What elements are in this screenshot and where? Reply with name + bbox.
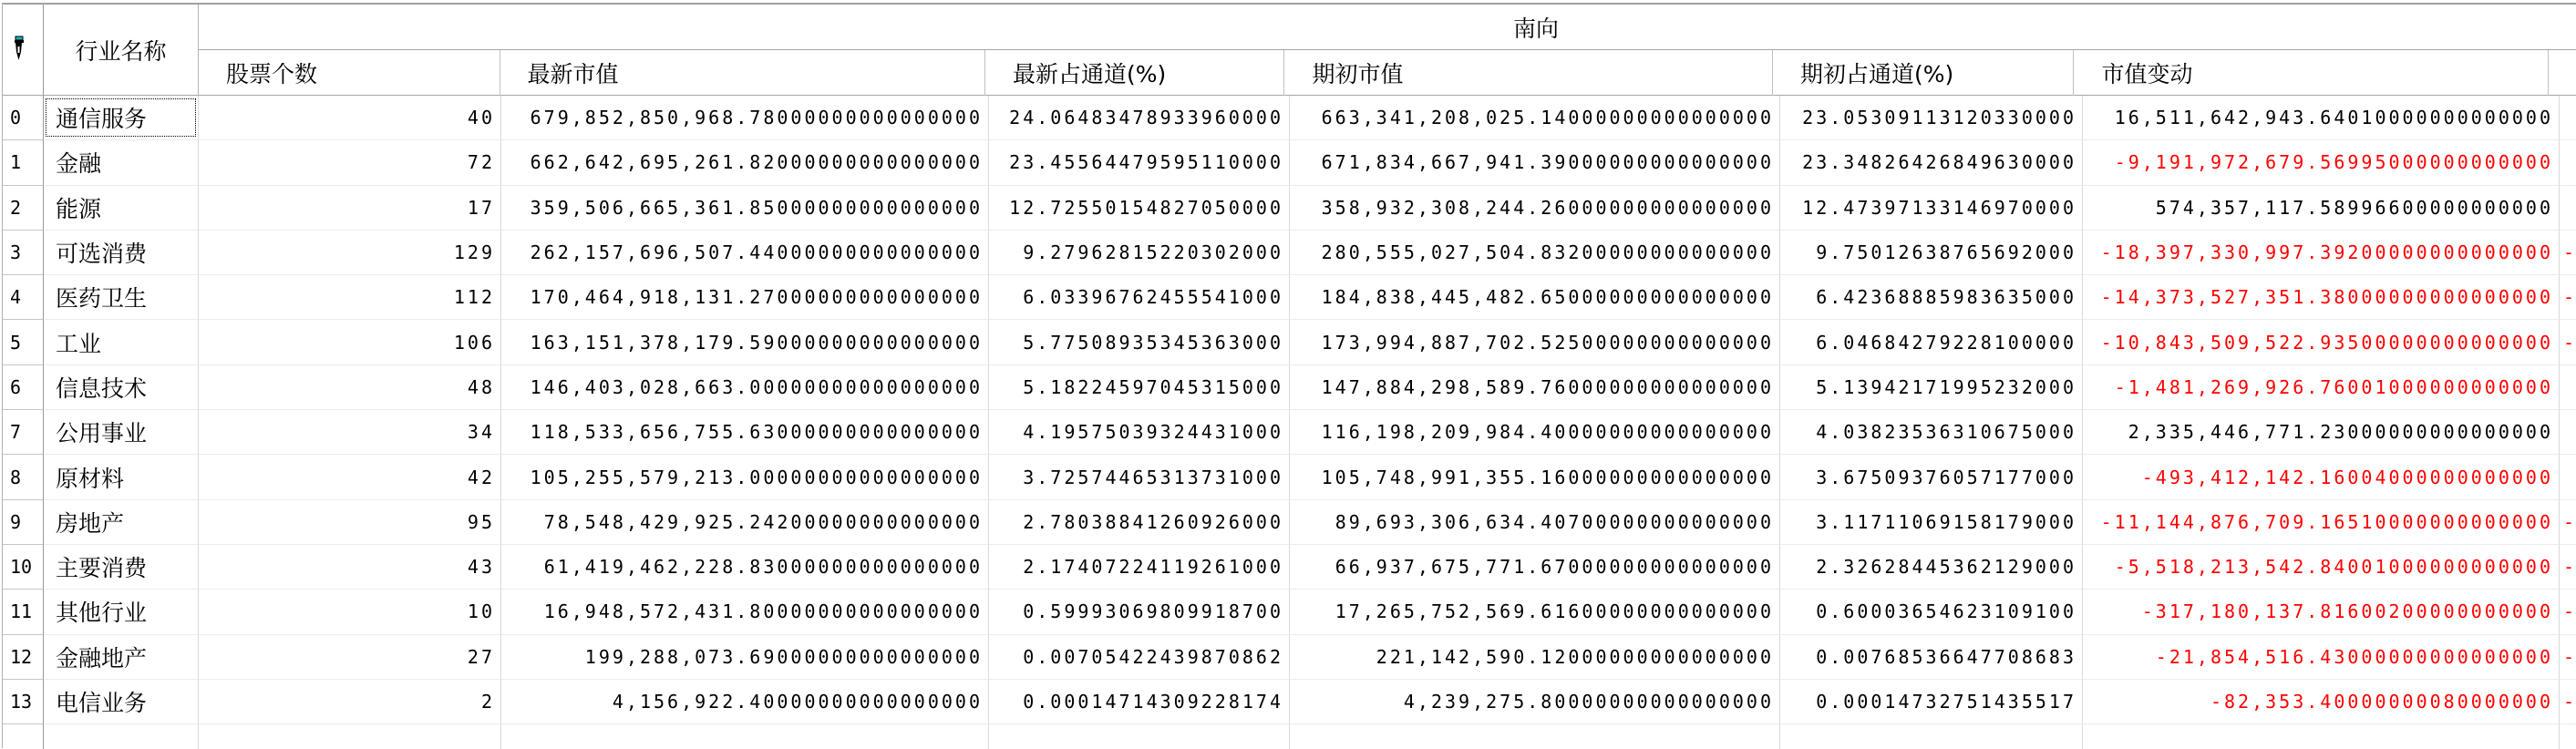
- header-corner-cell[interactable]: [3, 5, 44, 96]
- table-row: [3, 365, 2576, 410]
- row-index: 0: [10, 107, 22, 129]
- industry-name-cell[interactable]: [44, 635, 199, 680]
- table-row: [3, 231, 2576, 275]
- clipped-next-column-cell: -: [2560, 320, 2576, 364]
- initial-mv-cell[interactable]: 66,937,675,771.67000000000000000: [1290, 545, 1780, 590]
- industry-name-cell[interactable]: [44, 410, 199, 455]
- mv-change-cell[interactable]: -493,412,142.16004000000000000: [2083, 455, 2560, 499]
- row-index: 9: [10, 510, 22, 533]
- row-index: 10: [10, 556, 33, 579]
- row-index: 6: [10, 375, 22, 398]
- row-index: 4: [10, 286, 22, 309]
- header-mv-change[interactable]: 市值变动: [2074, 50, 2549, 96]
- industry-name-cell[interactable]: [44, 590, 199, 634]
- initial-pct-cell[interactable]: 3.67509376057177000: [1780, 455, 2083, 499]
- mv-change-cell[interactable]: -10,843,509,522.93500000000000000: [2083, 320, 2560, 364]
- industry-name-cell[interactable]: [44, 186, 199, 231]
- clipped-next-column-cell: [2560, 186, 2576, 231]
- clipped-next-column-cell: -: [2560, 275, 2576, 320]
- table-row: [3, 500, 2576, 545]
- row-index-cell[interactable]: [3, 410, 44, 455]
- initial-mv-cell[interactable]: 671,834,667,941.39000000000000000: [1290, 140, 1780, 185]
- mv-change-cell[interactable]: -11,144,876,709.16510000000000000: [2083, 500, 2560, 545]
- stock-count-cell[interactable]: 42: [199, 455, 501, 499]
- row-index-cell[interactable]: [3, 455, 44, 499]
- initial-mv-cell[interactable]: 105,748,991,355.16000000000000000: [1290, 455, 1780, 499]
- stock-count-cell[interactable]: 106: [199, 320, 501, 364]
- table-body: [3, 96, 2576, 724]
- latest-mv-cell[interactable]: 4,156,922.40000000000000000: [501, 680, 989, 724]
- initial-mv-cell[interactable]: 17,265,752,569.61600000000000000: [1290, 590, 1780, 634]
- row-index-cell[interactable]: [3, 590, 44, 634]
- clipped-next-column-cell: -: [2560, 545, 2576, 590]
- initial-pct-cell[interactable]: 6.42368885983635000: [1780, 275, 2083, 320]
- industry-name-cell[interactable]: [44, 275, 199, 320]
- industry-name: 公用事业: [56, 420, 148, 447]
- header-latest-mv[interactable]: 最新市值: [500, 50, 985, 96]
- latest-mv-cell[interactable]: 61,419,462,228.83000000000000000: [501, 545, 989, 590]
- industry-name: 主要消费: [56, 555, 148, 582]
- latest-pct-cell[interactable]: 5.77508935345363000: [989, 320, 1290, 364]
- industry-name: 金融: [56, 150, 102, 178]
- industry-name-cell[interactable]: [44, 545, 199, 590]
- latest-mv-cell[interactable]: 662,642,695,261.82000000000000000: [501, 140, 989, 185]
- latest-mv-cell[interactable]: 679,852,850,968.78000000000000000: [501, 96, 989, 140]
- industry-name-cell[interactable]: [44, 365, 199, 410]
- header-initial-mv[interactable]: 期初市值: [1284, 50, 1772, 96]
- mv-change-cell[interactable]: -21,854,516.43000000000000000: [2083, 635, 2560, 680]
- latest-pct-cell[interactable]: 12.72550154827050000: [989, 186, 1290, 231]
- row-index-cell[interactable]: [3, 680, 44, 724]
- industry-name-cell[interactable]: [44, 320, 199, 364]
- mv-change-cell[interactable]: 2,335,446,771.23000000000000000: [2083, 410, 2560, 455]
- data-table: [2, 3, 2576, 748]
- latest-pct-cell[interactable]: 23.45564479595110000: [989, 140, 1290, 185]
- latest-mv-cell[interactable]: 262,157,696,507.44000000000000000: [501, 231, 989, 275]
- initial-pct-cell[interactable]: 4.03823536310675000: [1780, 410, 2083, 455]
- latest-mv-cell[interactable]: 170,464,918,131.27000000000000000: [501, 275, 989, 320]
- stock-count-cell[interactable]: 34: [199, 410, 501, 455]
- stock-count-cell[interactable]: 129: [199, 231, 501, 275]
- pen-icon: [12, 36, 26, 65]
- latest-mv-cell[interactable]: 118,533,656,755.63000000000000000: [501, 410, 989, 455]
- industry-name: 房地产: [56, 509, 125, 537]
- latest-pct-cell[interactable]: 0.00014714309228174: [989, 680, 1290, 724]
- initial-pct-cell[interactable]: 6.04684279228100000: [1780, 320, 2083, 364]
- industry-name-cell[interactable]: [44, 231, 199, 275]
- industry-name: 电信业务: [56, 690, 148, 716]
- stock-count-cell[interactable]: 10: [199, 590, 501, 634]
- table-row: [3, 545, 2576, 590]
- latest-pct-cell[interactable]: 6.03396762455541000: [989, 275, 1290, 320]
- row-index-cell[interactable]: [3, 275, 44, 320]
- stock-count-cell[interactable]: 17: [199, 186, 501, 231]
- initial-mv-cell[interactable]: 147,884,298,589.76000000000000000: [1290, 365, 1780, 410]
- mv-change-cell[interactable]: 16,511,642,943.64010000000000000: [2083, 96, 2560, 140]
- mv-change-cell[interactable]: -18,397,330,997.39200000000000000: [2083, 231, 2560, 275]
- initial-pct-cell[interactable]: 0.60003654623109100: [1780, 590, 2083, 634]
- row-index: 7: [10, 421, 22, 444]
- initial-mv-cell[interactable]: 89,693,306,634.40700000000000000: [1290, 500, 1780, 545]
- latest-pct-cell[interactable]: 24.06483478933960000: [989, 96, 1290, 140]
- latest-mv-cell[interactable]: 16,948,572,431.80000000000000000: [501, 590, 989, 634]
- header-stock-count[interactable]: 股票个数: [199, 50, 500, 96]
- initial-mv-cell[interactable]: 280,555,027,504.83200000000000000: [1290, 231, 1780, 275]
- initial-pct-cell[interactable]: 9.75012638765692000: [1780, 231, 2083, 275]
- stock-count-cell[interactable]: 43: [199, 545, 501, 590]
- table-row: [3, 455, 2576, 499]
- row-index: 8: [10, 466, 22, 488]
- stock-count-cell[interactable]: 48: [199, 365, 501, 410]
- header-industry-label: 行业名称: [75, 37, 167, 65]
- initial-pct-cell[interactable]: 23.05309113120330000: [1780, 96, 2083, 140]
- table-row: [3, 186, 2576, 231]
- group-label-southbound: 南向: [1512, 15, 1560, 42]
- latest-pct-cell[interactable]: 3.72574465313731000: [989, 455, 1290, 499]
- mv-change-cell[interactable]: 574,357,117.58996600000000000: [2083, 186, 2560, 231]
- header-columns-row: [199, 50, 2576, 96]
- latest-pct-cell[interactable]: 4.19575039324431000: [989, 410, 1290, 455]
- latest-pct-cell[interactable]: 9.27962815220302000: [989, 231, 1290, 275]
- initial-mv-cell[interactable]: 184,838,445,482.65000000000000000: [1290, 275, 1780, 320]
- industry-name: 原材料: [56, 465, 125, 492]
- latest-mv-cell[interactable]: 146,403,028,663.00000000000000000: [501, 365, 989, 410]
- clipped-next-column-cell: [2560, 140, 2576, 185]
- mv-change-cell[interactable]: -1,481,269,926.76001000000000000: [2083, 365, 2560, 410]
- industry-name: 工业: [56, 330, 102, 357]
- header-industry-name[interactable]: [44, 5, 199, 96]
- header-initial-pct[interactable]: 期初占通道(%): [1773, 50, 2075, 96]
- row-index: 11: [10, 600, 33, 623]
- stock-count-cell[interactable]: 2: [199, 680, 501, 724]
- initial-mv-cell[interactable]: 358,932,308,244.26000000000000000: [1290, 186, 1780, 231]
- stock-count-cell[interactable]: 112: [199, 275, 501, 320]
- row-index-cell[interactable]: [3, 545, 44, 590]
- row-index-cell[interactable]: [3, 320, 44, 364]
- latest-mv-cell[interactable]: 199,288,073.69000000000000000: [501, 635, 989, 680]
- mv-change-cell[interactable]: -5,518,213,542.84001000000000000: [2083, 545, 2560, 590]
- row-index-cell[interactable]: [3, 635, 44, 680]
- row-index-cell[interactable]: [3, 500, 44, 545]
- industry-name-cell[interactable]: [44, 140, 199, 185]
- row-index-cell[interactable]: [3, 365, 44, 410]
- stock-count-cell[interactable]: 95: [199, 500, 501, 545]
- row-index: 5: [10, 331, 22, 354]
- initial-pct-cell[interactable]: 3.11711069158179000: [1780, 500, 2083, 545]
- initial-pct-cell[interactable]: 2.32628445362129000: [1780, 545, 2083, 590]
- stock-count-cell[interactable]: 72: [199, 140, 501, 185]
- initial-mv-cell[interactable]: 4,239,275.80000000000000000: [1290, 680, 1780, 724]
- row-index: 2: [10, 196, 22, 219]
- row-index: 13: [10, 691, 33, 713]
- table-row: [3, 635, 2576, 680]
- row-index-cell[interactable]: [3, 186, 44, 231]
- table-row: [3, 410, 2576, 455]
- table-row: [3, 275, 2576, 320]
- industry-name: 金融地产: [56, 644, 148, 672]
- mv-change-cell[interactable]: -9,191,972,679.56995000000000000: [2083, 140, 2560, 185]
- stock-count-cell[interactable]: 40: [199, 96, 501, 140]
- initial-pct-cell[interactable]: 12.47397133146970000: [1780, 186, 2083, 231]
- industry-name-cell[interactable]: [44, 680, 199, 724]
- mv-change-cell[interactable]: -14,373,527,351.38000000000000000: [2083, 275, 2560, 320]
- table-row: [3, 320, 2576, 364]
- initial-pct-cell[interactable]: 23.34826426849630000: [1780, 140, 2083, 185]
- row-index: 12: [10, 645, 33, 668]
- table-row: [3, 96, 2576, 140]
- table-row: [3, 140, 2576, 185]
- clipped-next-column-cell: -: [2560, 590, 2576, 634]
- table-row: [3, 590, 2576, 634]
- mv-change-cell[interactable]: -317,180,137.81600200000000000: [2083, 590, 2560, 634]
- latest-mv-cell[interactable]: 163,151,378,179.59000000000000000: [501, 320, 989, 364]
- clipped-next-column-cell: -: [2560, 635, 2576, 680]
- clipped-next-column-cell: [2560, 410, 2576, 455]
- row-index-cell[interactable]: [3, 96, 44, 140]
- industry-name: 信息技术: [56, 374, 148, 402]
- initial-mv-cell[interactable]: 663,341,208,025.14000000000000000: [1290, 96, 1780, 140]
- row-index: 3: [10, 241, 22, 264]
- clipped-next-column-cell: [2560, 455, 2576, 499]
- industry-name-cell[interactable]: [44, 500, 199, 545]
- initial-pct-cell[interactable]: 0.00768536647708683: [1780, 635, 2083, 680]
- initial-mv-cell[interactable]: 116,198,209,984.40000000000000000: [1290, 410, 1780, 455]
- header-latest-pct[interactable]: 最新占通道(%): [985, 50, 1285, 96]
- mv-change-cell[interactable]: -82,353.40000000080000000: [2083, 680, 2560, 724]
- initial-pct-cell[interactable]: 0.00014732751435517: [1780, 680, 2083, 724]
- latest-pct-cell[interactable]: 0.59993069809918700: [989, 590, 1290, 634]
- latest-mv-cell[interactable]: 359,506,665,361.85000000000000000: [501, 186, 989, 231]
- clipped-next-column-cell: [2560, 96, 2576, 140]
- row-index-cell[interactable]: [3, 140, 44, 185]
- latest-mv-cell[interactable]: 78,548,429,925.24200000000000000: [501, 500, 989, 545]
- industry-name: 能源: [56, 195, 102, 222]
- industry-name: 可选消费: [56, 241, 148, 268]
- latest-pct-cell[interactable]: 2.17407224119261000: [989, 545, 1290, 590]
- latest-pct-cell[interactable]: 2.78038841260926000: [989, 500, 1290, 545]
- industry-name: 其他行业: [56, 600, 148, 627]
- header-right-block: [199, 5, 2576, 96]
- latest-mv-cell[interactable]: 105,255,579,213.00000000000000000: [501, 455, 989, 499]
- clipped-next-column-cell: -: [2560, 231, 2576, 275]
- header-group-row[interactable]: [199, 5, 2576, 50]
- table-header: [3, 5, 2576, 96]
- industry-name: 医药卫生: [56, 285, 148, 313]
- clipped-next-column-cell: -: [2560, 680, 2576, 724]
- header-clipped-column: [2549, 50, 2576, 96]
- industry-name-cell[interactable]: [44, 96, 199, 140]
- row-index: 1: [10, 151, 22, 174]
- empty-row: [3, 724, 2576, 749]
- latest-pct-cell[interactable]: 5.18224597045315000: [989, 365, 1290, 410]
- initial-pct-cell[interactable]: 5.13942171995232000: [1780, 365, 2083, 410]
- stock-count-cell[interactable]: 27: [199, 635, 501, 680]
- industry-name-cell[interactable]: [44, 455, 199, 499]
- initial-mv-cell[interactable]: 173,994,887,702.52500000000000000: [1290, 320, 1780, 364]
- latest-pct-cell[interactable]: 0.00705422439870862: [989, 635, 1290, 680]
- clipped-next-column-cell: [2560, 365, 2576, 410]
- row-index-cell[interactable]: [3, 231, 44, 275]
- table-row: [3, 680, 2576, 724]
- clipped-next-column-cell: -: [2560, 500, 2576, 545]
- industry-name: 通信服务: [46, 98, 196, 137]
- initial-mv-cell[interactable]: 221,142,590.12000000000000000: [1290, 635, 1780, 680]
